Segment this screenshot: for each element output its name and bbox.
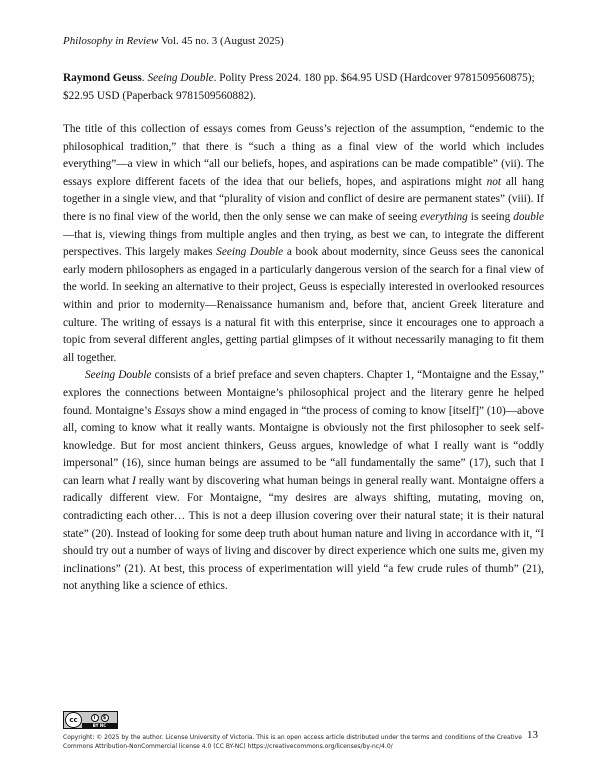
noncommercial-icon: $	[101, 714, 109, 722]
p1-text-3: is seeing	[467, 210, 514, 223]
p1-emphasis-double: double	[513, 210, 544, 223]
p2-text-1: consists of a brief preface and seven chapters. Chapter 1, “Montaigne and the Essay,” explores the connections between Montaigne’s philosophical project and the literary genre he helped found. Montaigne’s	[63, 369, 544, 417]
citation-separator: .	[141, 72, 148, 84]
cc-license-badge[interactable]	[63, 711, 118, 729]
p1-emphasis-not: not	[486, 175, 502, 188]
journal-volume: Vol. 45 no. 3 (August 2025)	[158, 35, 284, 47]
citation-book-title: Seeing Double	[147, 72, 214, 84]
p1-text-1: The title of this collection of essays comes from Geuss’s rejection of the assumption, “endemic to the philosophical tradition,” that there is “such a thing as a final view of the world which includes everything”—a view in which “all our beliefs, hopes, and aspirations can be made compatible” (vii). The essays explore different facets of the idea that our beliefs, hopes, and aspirations might	[63, 123, 544, 188]
badge-attributes	[82, 712, 117, 728]
p2-text-2: show a mind engaged in “the process of coming to know [itself]” (10)—above all, coming to know what it really wants. Montaigne is obviously not the first philosopher to seek self-knowledge. But for most ancient thinkers, Geuss argues, knowledge of what I really want is “oddly impersonal” (16), since human beings are assumed to be “all fundamentally the same” (17), such that I can learn what	[63, 404, 545, 487]
copyright-notice: Copyright: © 2025 by the author. License University of Victoria. This is an open access article distributed under the terms and conditions of the Creative Commons Attribution-NonCommercial license 4.0 (CC BY-NC) https://creativecommons.org/licenses/by-nc/4.0/	[63, 734, 522, 750]
cc-icon: cc	[65, 712, 82, 728]
p1-emphasis-everything: everything	[420, 210, 468, 223]
p2-emphasis-essays: Essays	[154, 404, 186, 417]
p1-text-2: all hang together in a single view, and that “plurality of vision and conflict of desire are permanent states” (viii). If there is no final view of the world, then the only sense we can make of seeing	[63, 175, 545, 223]
paragraph-2	[63, 367, 544, 596]
review-body	[63, 121, 544, 596]
attribution-icon: i	[91, 714, 99, 722]
p1-emphasis-seeing-double: Seeing Double	[216, 246, 284, 259]
journal-header	[63, 34, 284, 48]
paragraph-1	[63, 121, 544, 367]
citation-author: Raymond Geuss	[63, 72, 142, 84]
badge-label: BY NC	[82, 723, 117, 728]
p1-text-4: —that is, viewing things from multiple angles and then trying, as best we can, to integrate the different perspectives. This largely makes	[63, 228, 544, 259]
citation-details: . Polity Press 2024. 180 pp. $64.95 USD (Hardcover 9781509560875); $22.95 USD (Paperback 9781509560882).	[63, 72, 535, 102]
p1-text-5: a book about modernity, since Geuss sees the canonical early modern philosophers as engaged in a particularly dangerous version of the search for a final view of the world. In seeking an alternative to their project, Geuss is especially interested in overlooked resources within and prior to modernity—Renaissance humanism and, before that, ancient Greek literature and culture. The writing of essays is a natural fit with this enterprise, since it encourages one to approach a topic from several different angles, getting partial glimpses of it without necessarily managing to fit them all together.	[63, 246, 545, 364]
page-number: 13	[527, 729, 538, 741]
journal-name: Philosophy in Review	[63, 35, 159, 47]
p2-text-3: really want by discovering what human beings in general really want. Montaigne offers a radically different view. For Montaigne, “my desires are always shifting, mutating, moving on, contradicting each other… This is not a deep illusion covering over their natural state; it is their natural state” (20). Instead of looking for some deep truth about human nature and living in accordance with it, “I should try out a number of ways of living and discover by direct experience which one suits me, given my inclinations” (21). At best, this process of experimentation will yield “a few crude rules of thumb” (21), not anything like a science of ethics.	[63, 474, 545, 593]
book-citation	[63, 70, 543, 105]
badge-icons	[91, 714, 109, 722]
p2-emphasis-seeing-double: Seeing Double	[85, 369, 152, 382]
p2-emphasis-i: I	[132, 474, 136, 487]
